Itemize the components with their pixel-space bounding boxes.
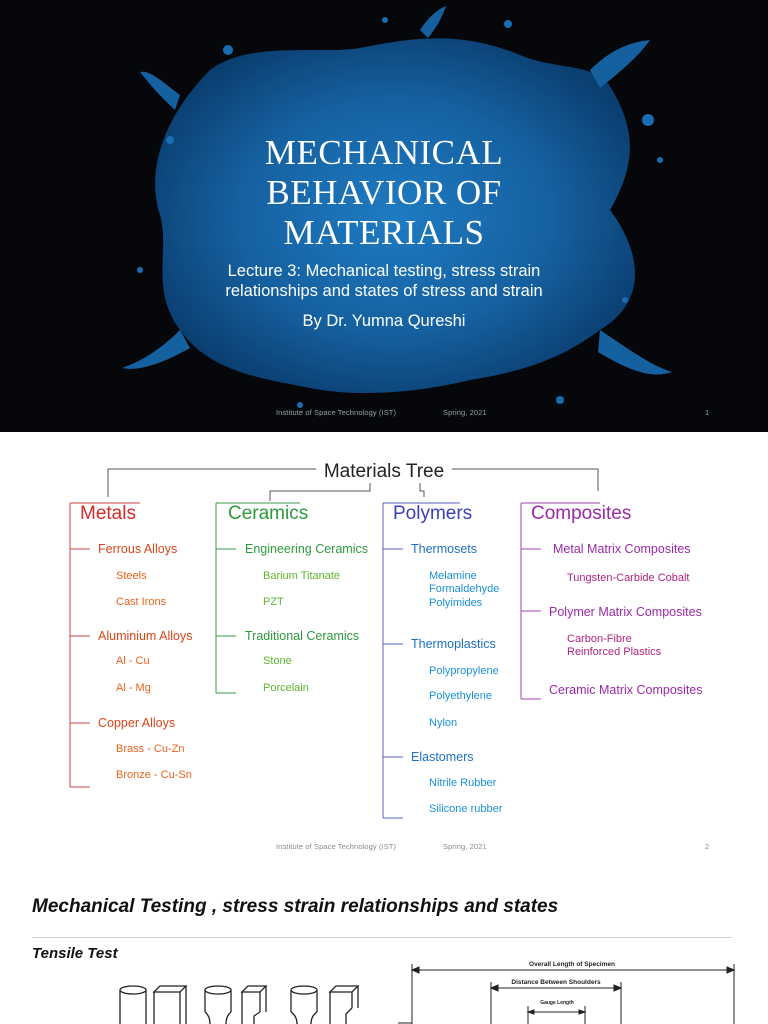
group-aluminium-alloys: Aluminium Alloys bbox=[98, 629, 193, 643]
slide-title: Mechanical Testing , stress strain relationships and states bbox=[32, 896, 559, 917]
author: By Dr. Yumna Qureshi bbox=[302, 312, 466, 330]
group-copper-alloys: Copper Alloys bbox=[98, 716, 176, 730]
slide-title bbox=[0, 133, 768, 253]
item-polypropylene: Polypropylene bbox=[429, 665, 499, 677]
item-nylon: Nylon bbox=[429, 717, 458, 729]
item-tungsten-carbide-cobalt: Tungsten-Carbide Cobalt bbox=[567, 572, 690, 584]
group-traditional-ceramics: Traditional Ceramics bbox=[245, 629, 360, 643]
item-bronze: Bronze - Cu-Sn bbox=[116, 769, 192, 781]
item-polyimides: Polyimides bbox=[429, 597, 483, 609]
footer-term: Spring, 2021 bbox=[443, 842, 487, 851]
title-line: MATERIALS bbox=[283, 213, 485, 252]
item-pzt: PZT bbox=[263, 596, 284, 608]
group-engineering-ceramics: Engineering Ceramics bbox=[245, 542, 368, 556]
subtitle-line: relationships and states of stress and strain bbox=[225, 282, 543, 300]
item-silicone-rubber: Silicone rubber bbox=[429, 803, 503, 815]
mechanical-testing-slide bbox=[0, 866, 768, 1024]
item-barium-titanate: Barium Titanate bbox=[263, 570, 341, 582]
group-ferrous-alloys: Ferrous Alloys bbox=[98, 542, 178, 556]
item-steels: Steels bbox=[116, 570, 147, 582]
item-al-mg: Al - Mg bbox=[116, 682, 151, 694]
materials-tree-slide bbox=[0, 433, 768, 865]
item-nitrile-rubber: Nitrile Rubber bbox=[429, 777, 497, 789]
group-polymer-matrix-composites: Polymer Matrix Composites bbox=[549, 605, 702, 619]
slide-subtitle bbox=[0, 261, 768, 301]
category-composites: Composites bbox=[531, 503, 632, 524]
footer-page-number: 1 bbox=[705, 408, 710, 417]
category-polymers: Polymers bbox=[393, 503, 473, 524]
group-ceramic-matrix-composites: Ceramic Matrix Composites bbox=[549, 683, 703, 697]
title-line: BEHAVIOR OF bbox=[266, 173, 502, 212]
category-ceramics: Ceramics bbox=[228, 503, 309, 524]
item-polyethylene: Polyethylene bbox=[429, 690, 492, 702]
item-al-cu: Al - Cu bbox=[116, 655, 150, 667]
footer-institute: Institute of Space Technology (IST) bbox=[276, 408, 397, 417]
footer-institute: Institute of Space Technology (IST) bbox=[276, 842, 397, 851]
footer-page-number: 2 bbox=[705, 842, 710, 851]
group-elastomers: Elastomers bbox=[411, 750, 474, 764]
item-brass: Brass - Cu-Zn bbox=[116, 743, 185, 755]
section-heading: Tensile Test bbox=[32, 945, 118, 962]
subtitle-line: Lecture 3: Mechanical testing, stress strain bbox=[227, 262, 541, 280]
materials-tree-title: Materials Tree bbox=[316, 461, 452, 483]
item-carbon-fibre-reinforced-plastics: Carbon-Fibre Reinforced Plastics bbox=[567, 633, 662, 658]
item-stone: Stone bbox=[263, 655, 292, 667]
group-thermoplastics: Thermoplastics bbox=[411, 637, 496, 651]
specimen-drawings bbox=[0, 866, 768, 1024]
label-gauge-length: Gauge Length bbox=[540, 1000, 574, 1006]
label-distance-between-shoulders: Distance Between Shoulders bbox=[511, 979, 601, 986]
item-melamine-formaldehyde: Melamine Formaldehyde bbox=[429, 570, 500, 595]
label-overall-length: Overall Length of Specimen bbox=[529, 961, 615, 968]
group-metal-matrix-composites: Metal Matrix Composites bbox=[553, 542, 691, 556]
title-slide bbox=[0, 0, 768, 432]
category-metals: Metals bbox=[80, 503, 136, 524]
group-thermosets: Thermosets bbox=[411, 542, 477, 556]
title-line: MECHANICAL bbox=[264, 133, 504, 172]
item-cast-irons: Cast Irons bbox=[116, 596, 167, 608]
footer-term: Spring, 2021 bbox=[443, 408, 487, 417]
item-porcelain: Porcelain bbox=[263, 682, 309, 694]
